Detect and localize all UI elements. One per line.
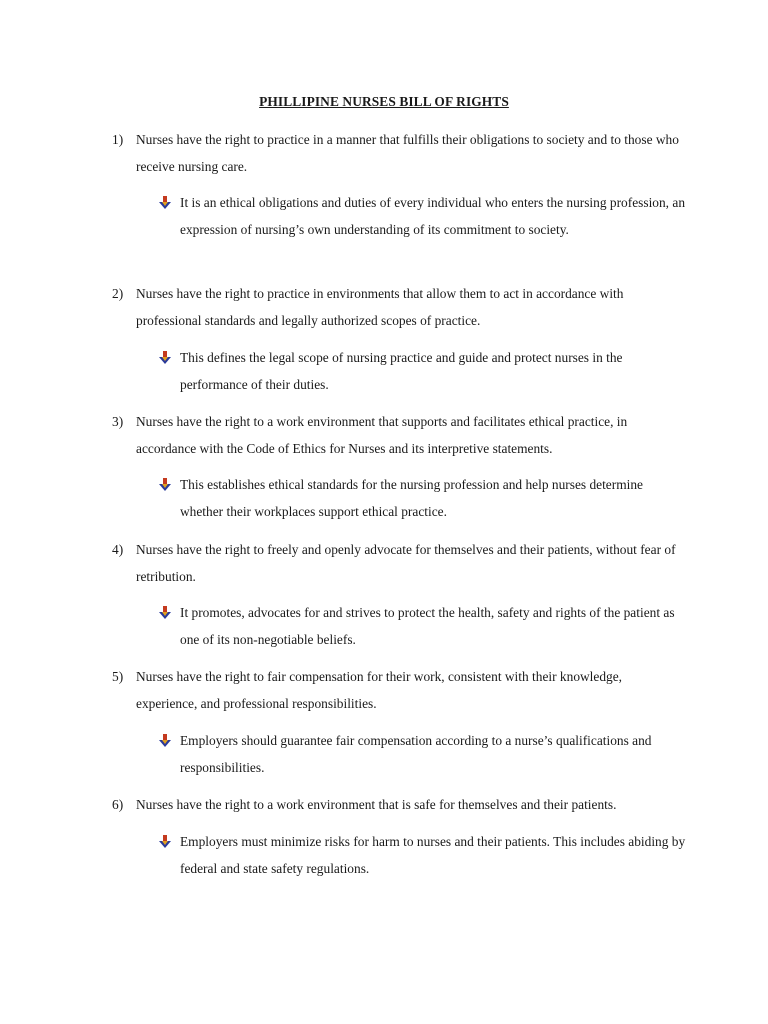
item-text: Nurses have the right to a work environment that supports and facilitates ethical practice, in accordance with the Code of Ethics for Nurses and its interpretive statements. [136,414,628,456]
list-item [112,127,682,180]
bullet-text: Employers must minimize risks for harm to nurses and their patients. This includes abiding by federal and state safety regulations. [180,834,686,876]
arrow-down-bullet-icon [158,835,172,849]
page-title: PHILLIPINE NURSES BILL OF RIGHTS [259,94,509,109]
item-text: Nurses have the right to freely and openly advocate for themselves and their patients, without fear of retribution. [136,542,676,584]
list-item [112,792,682,819]
bullet-text: It promotes, advocates for and strives to protect the health, safety and rights of the patient as one of its non-negotiable beliefs. [180,605,675,647]
sub-bullet [158,728,688,781]
item-number: 4) [112,542,124,557]
item-text: Nurses have the right to a work environment that is safe for themselves and their patients. [136,797,617,812]
sub-bullet [158,472,688,525]
sub-bullet [158,190,688,243]
list-item [112,664,682,717]
list-item [112,281,682,334]
item-number: 6) [112,797,124,812]
arrow-down-bullet-icon [158,196,172,210]
item-text: Nurses have the right to practice in environments that allow them to act in accordance with professional standards and legally authorized scopes of practice. [136,286,624,328]
item-number: 2) [112,286,124,301]
bullet-text: Employers should guarantee fair compensation according to a nurse’s qualifications and responsibilities. [180,733,652,775]
arrow-down-bullet-icon [158,606,172,620]
bullet-text: This establishes ethical standards for the nursing profession and help nurses determine whether their workplaces support ethical practice. [180,477,643,519]
bullet-text: This defines the legal scope of nursing practice and guide and protect nurses in the performance of their duties. [180,350,623,392]
sub-bullet [158,600,688,653]
arrow-down-bullet-icon [158,351,172,365]
arrow-down-bullet-icon [158,478,172,492]
sub-bullet [158,829,688,882]
sub-bullet [158,345,688,398]
item-number: 5) [112,669,124,684]
item-text: Nurses have the right to fair compensation for their work, consistent with their knowledge, experience, and professional responsibilities. [136,669,623,711]
item-number: 1) [112,132,124,147]
item-number: 3) [112,414,124,429]
item-text: Nurses have the right to practice in a manner that fulfills their obligations to society and to those who receive nursing care. [136,132,679,174]
bullet-text: It is an ethical obligations and duties of every individual who enters the nursing profession, an expression of nursing’s own understanding of its commitment to society. [180,195,686,237]
arrow-down-bullet-icon [158,734,172,748]
list-item [112,409,682,462]
list-item [112,537,682,590]
